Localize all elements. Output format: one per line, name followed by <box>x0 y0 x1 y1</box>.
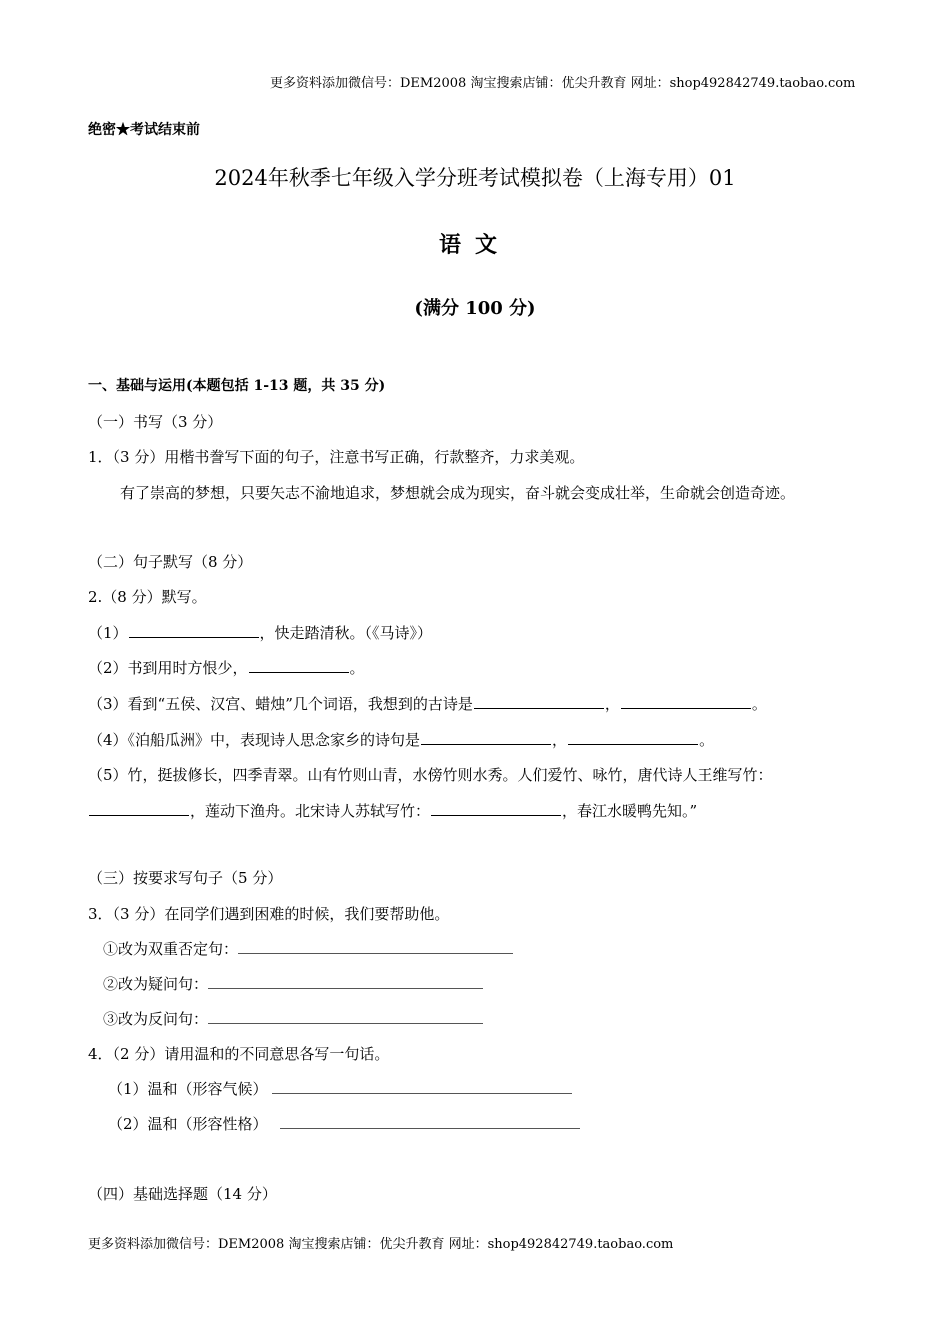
header-note: 更多资料添加微信号：DEM2008 淘宝搜索店铺：优尖升教育 网址：shop492842749.taobao.com <box>270 76 856 91</box>
section-sentence-heading: （三）按要求写句子（5 分） <box>88 869 283 887</box>
recite-item-1: （1） ，快走踏清秋。（《马诗》） <box>88 624 433 642</box>
answer-blank[interactable] <box>421 730 551 745</box>
answer-line[interactable] <box>238 939 513 954</box>
question-4-2: （2）温和（形容性格） <box>108 1113 580 1134</box>
question-3: 3．（3 分）在同学们遇到困难的时候，我们要帮助他。 <box>88 905 450 923</box>
question-1-text: 有了崇高的梦想，只要矢志不渝地追求，梦想就会成为现实，奋斗就会变成壮举，生命就会创造奇迹。 <box>120 484 796 502</box>
answer-line[interactable] <box>208 1009 483 1024</box>
full-score: (满分 100 分) <box>414 298 536 319</box>
answer-blank[interactable] <box>474 694 604 709</box>
question-4: 4．（2 分）请用温和的不同意思各写一句话。 <box>88 1045 390 1063</box>
section-recite-heading: （二）句子默写（8 分） <box>88 553 253 571</box>
question-3-1: ①改为双重否定句： <box>103 938 513 959</box>
recite-item-2: （2）书到用时方恨少， 。 <box>88 659 365 677</box>
answer-line[interactable] <box>208 974 483 989</box>
recite-item-4: （4）《泊船瓜洲》中，表现诗人思念家乡的诗句是 ， 。 <box>88 731 715 749</box>
answer-blank[interactable] <box>249 658 349 673</box>
recite-item-5-line2: ，莲动下渔舟。北宋诗人苏轼写竹： ，春江水暖鸭先知。” <box>88 800 697 821</box>
answer-blank[interactable] <box>89 801 189 816</box>
question-3-3: ③改为反问句： <box>103 1008 483 1029</box>
secret-tag: 绝密★考试结束前 <box>88 122 200 138</box>
page-title: 2024年秋季七年级入学分班考试模拟卷（上海专用）01 <box>214 166 736 190</box>
answer-blank[interactable] <box>568 730 698 745</box>
subject-title: 语文 <box>438 232 511 258</box>
question-2: 2.（8 分）默写。 <box>88 588 207 606</box>
recite-item-3: （3）看到“五侯、汉宫、蜡烛”几个词语，我想到的古诗是 ， 。 <box>88 695 767 713</box>
answer-blank[interactable] <box>431 801 561 816</box>
question-4-1: （1）温和（形容气候） <box>108 1078 572 1099</box>
answer-blank[interactable] <box>621 694 751 709</box>
recite-item-5: （5）竹，挺拔修长，四季青翠。山有竹则山青，水傍竹则水秀。人们爱竹、咏竹，唐代诗人王维写竹： <box>88 766 773 784</box>
answer-line[interactable] <box>272 1079 572 1094</box>
section-choice-heading: （四）基础选择题（14 分） <box>88 1185 277 1203</box>
answer-blank[interactable] <box>129 623 259 638</box>
question-1: 1．（3 分）用楷书誊写下面的句子，注意书写正确，行款整齐，力求美观。 <box>88 448 585 466</box>
question-3-2: ②改为疑问句： <box>103 973 483 994</box>
footer-note: 更多资料添加微信号：DEM2008 淘宝搜索店铺：优尖升教育 网址：shop492842749.taobao.com <box>88 1237 674 1252</box>
answer-line[interactable] <box>280 1114 580 1129</box>
section-writing-heading: （一）书写（3 分） <box>88 413 223 431</box>
part1-heading: 一、基础与运用(本题包括 1-13 题，共 35 分) <box>88 378 386 394</box>
